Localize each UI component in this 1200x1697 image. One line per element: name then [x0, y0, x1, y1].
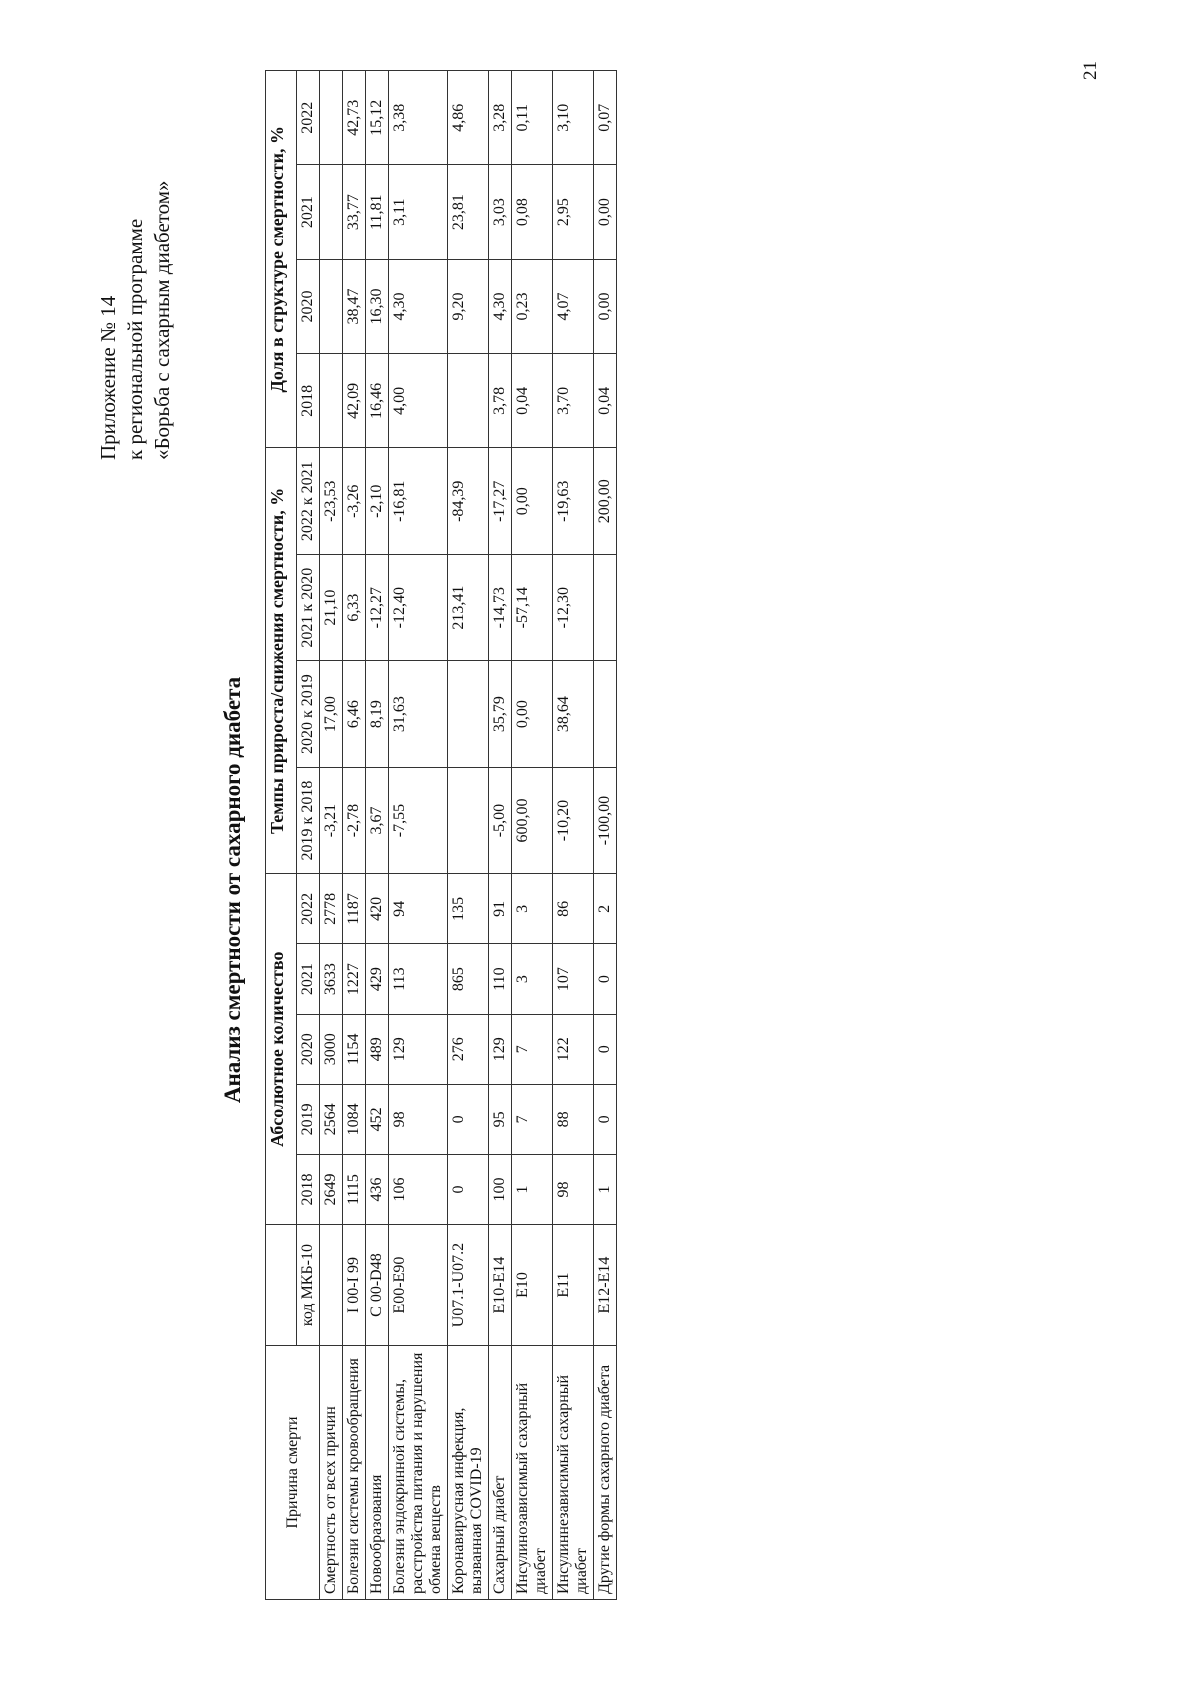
cell-absolute: 452 — [366, 1084, 389, 1154]
cell-growth: -84,39 — [448, 448, 489, 554]
cell-growth — [448, 661, 489, 767]
cell-absolute: 0 — [448, 1154, 489, 1224]
cell-cause: Инсулиннезависимый сахарный диабет — [553, 1346, 594, 1600]
cell-absolute: 1 — [594, 1154, 617, 1224]
cell-absolute: 107 — [553, 944, 594, 1014]
cell-absolute: 489 — [366, 1014, 389, 1084]
cell-share: 0,07 — [594, 71, 617, 165]
cell-absolute: 2649 — [320, 1154, 343, 1224]
cell-growth: -100,00 — [594, 767, 617, 873]
cell-code: E11 — [553, 1225, 594, 1346]
cell-growth: -7,55 — [389, 767, 448, 873]
cell-growth: -12,27 — [366, 554, 389, 660]
cell-absolute: 3 — [512, 874, 553, 944]
cell-growth: 8,19 — [366, 661, 389, 767]
cell-share: 4,00 — [389, 354, 448, 448]
header-year-absolute: 2021 — [297, 944, 320, 1014]
header-absolute: Абсолютное количество — [266, 874, 297, 1225]
cell-share — [320, 165, 343, 259]
cell-share: 4,86 — [448, 71, 489, 165]
header-year-share: 2020 — [297, 259, 320, 353]
cell-share: 0,04 — [594, 354, 617, 448]
cell-absolute: 1154 — [343, 1014, 366, 1084]
cell-code — [320, 1225, 343, 1346]
cell-growth: 17,00 — [320, 661, 343, 767]
cell-share — [320, 71, 343, 165]
cell-absolute: 3633 — [320, 944, 343, 1014]
cell-growth: 6,46 — [343, 661, 366, 767]
cell-growth: 35,79 — [489, 661, 512, 767]
cell-absolute: 110 — [489, 944, 512, 1014]
cell-absolute: 95 — [489, 1084, 512, 1154]
cell-code: U07.1-U07.2 — [448, 1225, 489, 1346]
cell-growth: -3,26 — [343, 448, 366, 554]
cell-code: E12-E14 — [594, 1225, 617, 1346]
cell-share: 0,11 — [512, 71, 553, 165]
cell-cause: Коронавирусная инфекция, вызванная COVID-19 — [448, 1346, 489, 1600]
cell-growth: -14,73 — [489, 554, 512, 660]
header-code-top — [266, 1225, 297, 1346]
appendix-line-2: к региональной программе — [123, 218, 147, 460]
header-share: Доля в структуре смертности, % — [266, 71, 297, 449]
cell-growth: -57,14 — [512, 554, 553, 660]
cell-code: I 00-I 99 — [343, 1225, 366, 1346]
cell-share: 0,23 — [512, 259, 553, 353]
appendix-line-3: «Борьба с сахарным диабетом» — [150, 180, 174, 460]
table-row — [512, 71, 553, 1600]
cell-absolute: 0 — [594, 944, 617, 1014]
cell-absolute: 1115 — [343, 1154, 366, 1224]
cell-absolute: 98 — [553, 1154, 594, 1224]
table-row — [448, 71, 489, 1600]
cell-share: 38,47 — [343, 259, 366, 353]
cell-share: 3,10 — [553, 71, 594, 165]
cell-absolute: 0 — [448, 1084, 489, 1154]
cell-code: E00-E90 — [389, 1225, 448, 1346]
header-year-share: 2018 — [297, 354, 320, 448]
cell-cause: Болезни эндокринной системы, расстройства питания и нарушения обмена веществ — [389, 1346, 448, 1600]
cell-code: E10 — [512, 1225, 553, 1346]
cell-share: 11,81 — [366, 165, 389, 259]
cell-growth: 200,00 — [594, 448, 617, 554]
cell-absolute: 100 — [489, 1154, 512, 1224]
cell-growth: -5,00 — [489, 767, 512, 873]
cell-cause: Болезни системы кровообращения — [343, 1346, 366, 1600]
cell-growth: -12,40 — [389, 554, 448, 660]
cell-growth: -2,78 — [343, 767, 366, 873]
cell-absolute: 865 — [448, 944, 489, 1014]
cell-share: 2,95 — [553, 165, 594, 259]
cell-absolute: 0 — [594, 1084, 617, 1154]
header-growth: Темпы прироста/снижения смертности, % — [266, 448, 297, 874]
header-year-absolute: 2022 — [297, 874, 320, 944]
cell-share: 33,77 — [343, 165, 366, 259]
cell-absolute: 129 — [489, 1014, 512, 1084]
cell-absolute: 0 — [594, 1014, 617, 1084]
cell-share: 3,11 — [389, 165, 448, 259]
table-row — [594, 71, 617, 1600]
cell-share: 0,08 — [512, 165, 553, 259]
table-row — [343, 71, 366, 1600]
cell-share: 0,04 — [512, 354, 553, 448]
cell-absolute: 3000 — [320, 1014, 343, 1084]
cell-absolute: 420 — [366, 874, 389, 944]
appendix-line-1: Приложение № 14 — [96, 295, 120, 460]
cell-absolute: 129 — [389, 1014, 448, 1084]
appendix-note — [95, 180, 176, 460]
header-year-growth: 2022 к 2021 — [297, 448, 320, 554]
cell-absolute: 3 — [512, 944, 553, 1014]
header-year-growth: 2019 к 2018 — [297, 767, 320, 873]
cell-share: 15,12 — [366, 71, 389, 165]
cell-code: E10-E14 — [489, 1225, 512, 1346]
cell-absolute: 1 — [512, 1154, 553, 1224]
cell-absolute: 88 — [553, 1084, 594, 1154]
cell-growth: 21,10 — [320, 554, 343, 660]
cell-share: 4,30 — [389, 259, 448, 353]
header-year-absolute: 2018 — [297, 1154, 320, 1224]
cell-cause: Сахарный диабет — [489, 1346, 512, 1600]
cell-growth: 0,00 — [512, 661, 553, 767]
cell-absolute: 1084 — [343, 1084, 366, 1154]
cell-share: 16,30 — [366, 259, 389, 353]
cell-share: 0,00 — [594, 165, 617, 259]
header-year-growth: 2020 к 2019 — [297, 661, 320, 767]
cell-growth: -17,27 — [489, 448, 512, 554]
cell-growth: 3,67 — [366, 767, 389, 873]
cell-absolute: 86 — [553, 874, 594, 944]
cell-absolute: 135 — [448, 874, 489, 944]
table-row — [320, 71, 343, 1600]
cell-share: 3,03 — [489, 165, 512, 259]
rotated-page-content — [60, 60, 1060, 1640]
cell-share — [320, 259, 343, 353]
cell-absolute: 1227 — [343, 944, 366, 1014]
page-title: Анализ смертности от сахарного диабета — [220, 676, 245, 1104]
cell-absolute: 113 — [389, 944, 448, 1014]
cell-share: 3,70 — [553, 354, 594, 448]
cell-cause: Инсулинозависимый сахарный диабет — [512, 1346, 553, 1600]
cell-absolute: 2 — [594, 874, 617, 944]
cell-cause: Смертность от всех причин — [320, 1346, 343, 1600]
cell-share — [320, 354, 343, 448]
table-row — [389, 71, 448, 1600]
cell-share: 4,07 — [553, 259, 594, 353]
mortality-table — [265, 70, 617, 1600]
cell-cause: Новообразования — [366, 1346, 389, 1600]
cell-absolute: 2564 — [320, 1084, 343, 1154]
cell-growth: 31,63 — [389, 661, 448, 767]
cell-absolute: 106 — [389, 1154, 448, 1224]
cell-growth: -10,20 — [553, 767, 594, 873]
cell-absolute: 94 — [389, 874, 448, 944]
cell-share: 42,09 — [343, 354, 366, 448]
cell-share: 23,81 — [448, 165, 489, 259]
cell-growth: 600,00 — [512, 767, 553, 873]
cell-growth: -19,63 — [553, 448, 594, 554]
cell-share — [448, 354, 489, 448]
header-year-share: 2022 — [297, 71, 320, 165]
header-cause: Причина смерти — [266, 1346, 320, 1600]
table-row — [489, 71, 512, 1600]
cell-growth: -12,30 — [553, 554, 594, 660]
cell-growth: 213,41 — [448, 554, 489, 660]
cell-growth: 0,00 — [512, 448, 553, 554]
cell-absolute: 98 — [389, 1084, 448, 1154]
cell-share: 3,78 — [489, 354, 512, 448]
cell-absolute: 436 — [366, 1154, 389, 1224]
cell-share: 3,28 — [489, 71, 512, 165]
cell-absolute: 2778 — [320, 874, 343, 944]
cell-absolute: 276 — [448, 1014, 489, 1084]
cell-growth — [594, 661, 617, 767]
cell-absolute: 7 — [512, 1084, 553, 1154]
cell-share: 16,46 — [366, 354, 389, 448]
table-row — [366, 71, 389, 1600]
table-row — [553, 71, 594, 1600]
cell-absolute: 122 — [553, 1014, 594, 1084]
cell-absolute: 7 — [512, 1014, 553, 1084]
cell-share: 3,38 — [389, 71, 448, 165]
cell-code: С 00-D48 — [366, 1225, 389, 1346]
cell-share: 9,20 — [448, 259, 489, 353]
cell-growth — [594, 554, 617, 660]
cell-growth: -16,81 — [389, 448, 448, 554]
cell-absolute: 91 — [489, 874, 512, 944]
cell-growth: 6,33 — [343, 554, 366, 660]
header-code: код МКБ-10 — [297, 1225, 320, 1346]
cell-share: 4,30 — [489, 259, 512, 353]
cell-growth: -2,10 — [366, 448, 389, 554]
cell-share: 42,73 — [343, 71, 366, 165]
cell-growth: -3,21 — [320, 767, 343, 873]
cell-growth: -23,53 — [320, 448, 343, 554]
page-number: 21 — [1080, 61, 1101, 80]
cell-share: 0,00 — [594, 259, 617, 353]
header-year-absolute: 2020 — [297, 1014, 320, 1084]
cell-growth: 38,64 — [553, 661, 594, 767]
header-year-share: 2021 — [297, 165, 320, 259]
header-year-growth: 2021 к 2020 — [297, 554, 320, 660]
header-year-absolute: 2019 — [297, 1084, 320, 1154]
cell-absolute: 1187 — [343, 874, 366, 944]
cell-growth — [448, 767, 489, 873]
cell-absolute: 429 — [366, 944, 389, 1014]
cell-cause: Другие формы сахарного диабета — [594, 1346, 617, 1600]
